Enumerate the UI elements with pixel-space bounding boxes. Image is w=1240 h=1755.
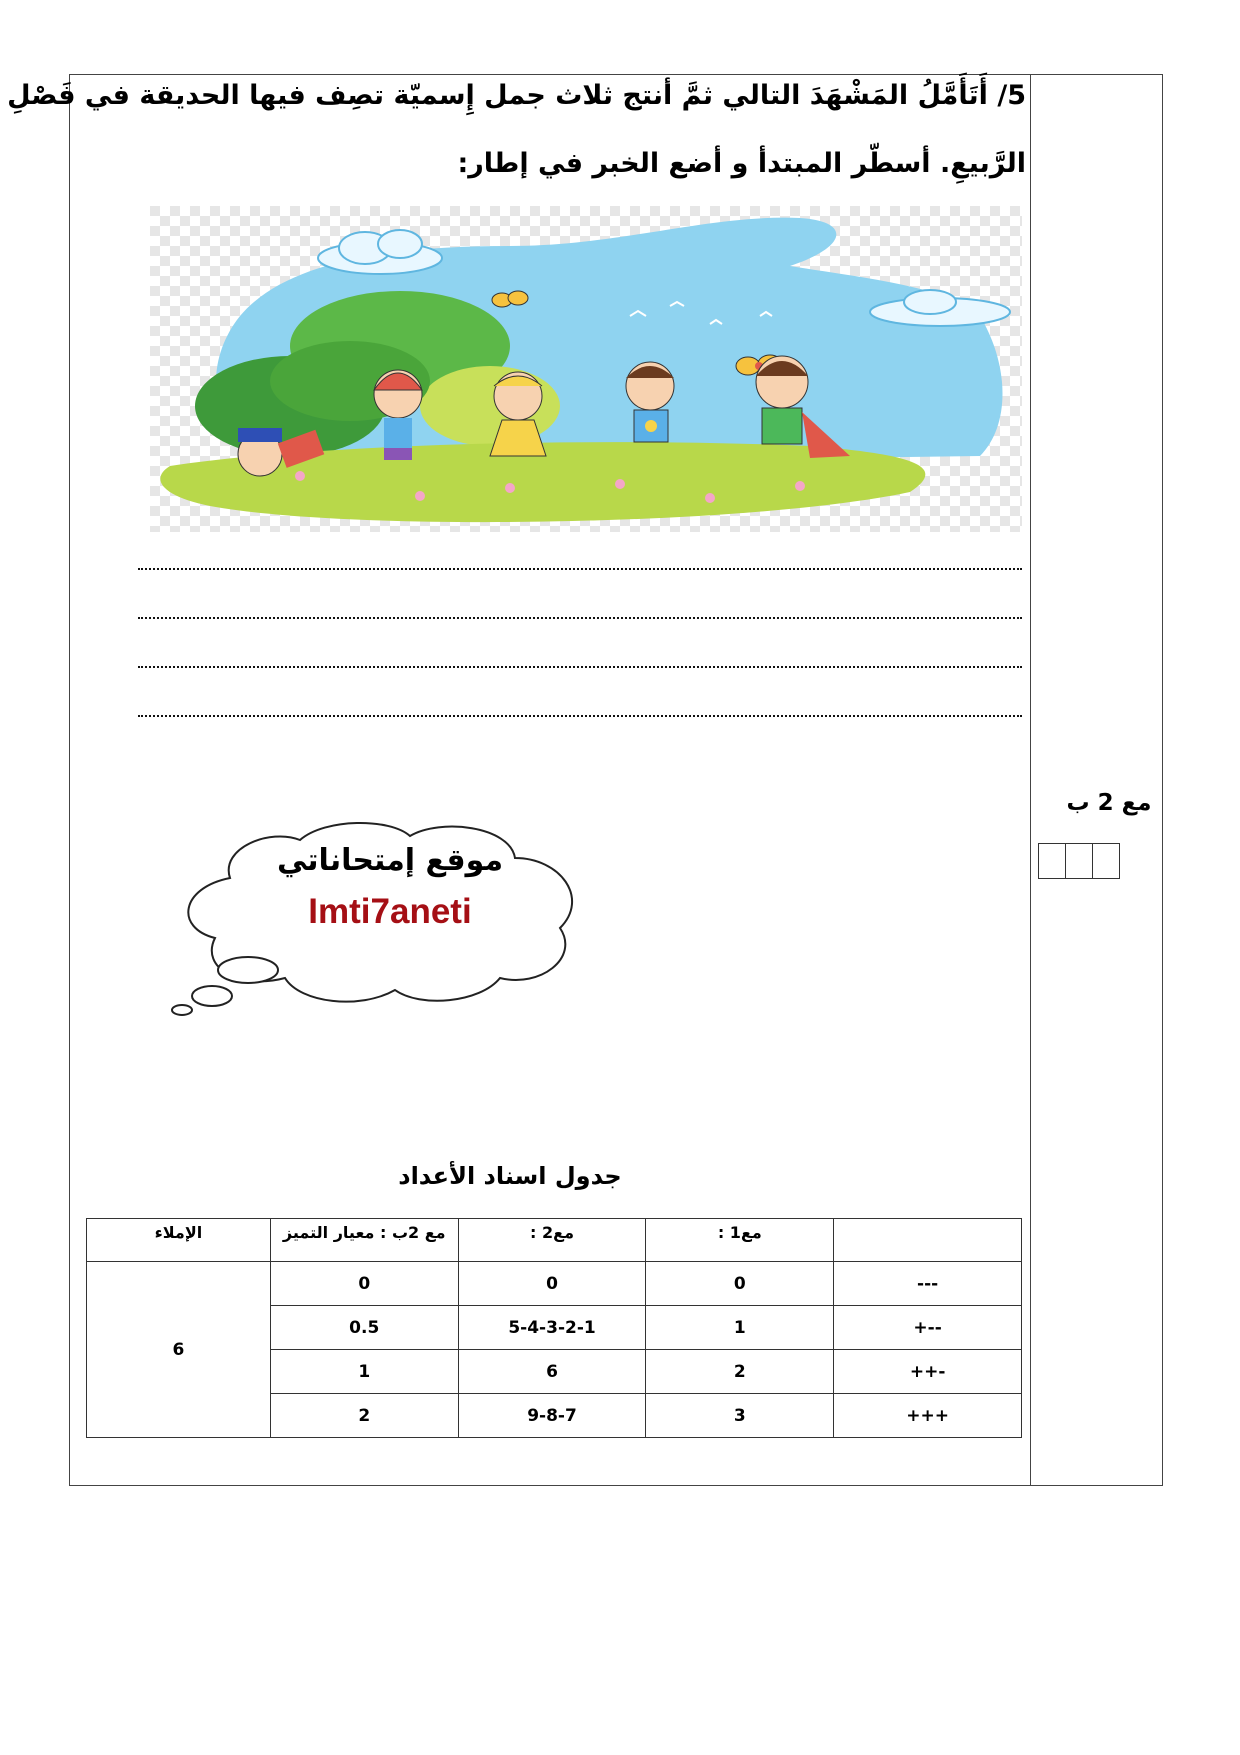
header-cell: الإملاء — [87, 1219, 271, 1262]
c2b-cell: 0.5 — [270, 1306, 458, 1350]
header-cell: مع2 : — [458, 1219, 646, 1262]
c2b-cell: 0 — [270, 1262, 458, 1306]
side-column-divider — [1030, 74, 1031, 1486]
level-cell: --- — [834, 1262, 1022, 1306]
level-cell: +-- — [834, 1306, 1022, 1350]
c2b-cell: 1 — [270, 1350, 458, 1394]
watermark-title: موقع إمتحاناتي — [276, 843, 504, 878]
c1-cell: 2 — [646, 1350, 834, 1394]
level-cell: ++- — [834, 1350, 1022, 1394]
header-cell — [834, 1219, 1022, 1262]
header-cell: مع1 : — [646, 1219, 834, 1262]
c1-cell: 0 — [646, 1262, 834, 1306]
c2-cell: 5-4-3-2-1 — [458, 1306, 646, 1350]
c1-cell: 1 — [646, 1306, 834, 1350]
table-header-row — [87, 1219, 1022, 1262]
criterion-label: مع 2 ب — [1066, 790, 1152, 816]
c2-cell: 6 — [458, 1350, 646, 1394]
butterfly-icon — [492, 291, 528, 307]
grading-table-title: جدول اسناد الأعداد — [398, 1162, 622, 1190]
c2-cell: 9-8-7 — [458, 1394, 646, 1438]
dictation-cell: 6 — [87, 1262, 271, 1438]
question-line-2: الرَّبيعِ. أسطّر المبتدأ و أضع الخبر في إطار: — [457, 148, 1026, 179]
c1-cell: 3 — [646, 1394, 834, 1438]
watermark-brand: Imti7aneti — [308, 892, 472, 931]
spring-park-illustration — [150, 206, 1022, 532]
answer-line-3[interactable] — [138, 666, 1022, 668]
c2-cell: 0 — [458, 1262, 646, 1306]
score-box-3[interactable] — [1092, 843, 1120, 879]
score-box-2[interactable] — [1065, 843, 1093, 879]
score-box-1[interactable] — [1038, 843, 1066, 879]
question-line-1: 5/ أَتَأَمَّلُ المَشْهَدَ التالي ثمَّ أنتج ثلاث جمل إِسميّة تصِف فيها الحديقة في فَصْلِ — [7, 80, 1026, 111]
answer-line-1[interactable] — [138, 568, 1022, 570]
table-row — [87, 1262, 1022, 1306]
c2b-cell: 2 — [270, 1394, 458, 1438]
level-cell: +++ — [834, 1394, 1022, 1438]
answer-line-2[interactable] — [138, 617, 1022, 619]
header-cell: مع 2ب : معيار التميز — [270, 1219, 458, 1262]
answer-line-4[interactable] — [138, 715, 1022, 717]
grading-table — [86, 1218, 1022, 1438]
